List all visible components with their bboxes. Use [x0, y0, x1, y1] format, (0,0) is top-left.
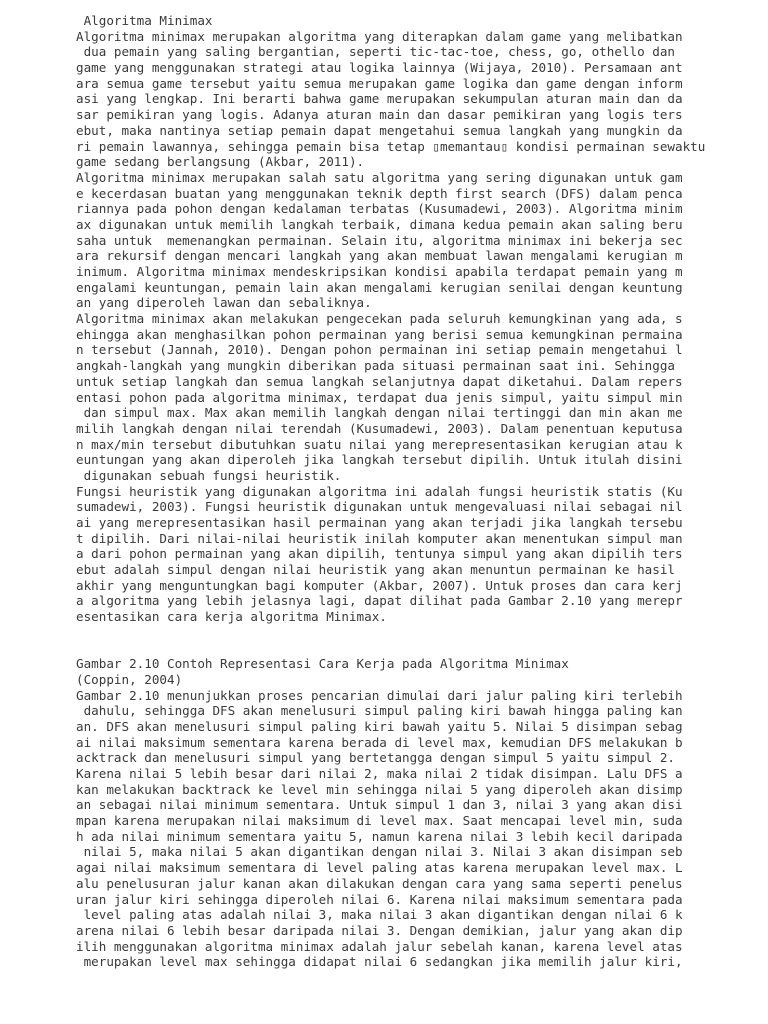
text-line: asi yang lengkap. Ini berarti bahwa game merupakan sekumpulan aturan main dan da — [76, 91, 683, 107]
text-line: inimum. Algoritma minimax mendeskripsikan kondisi apabila terdapat pemain yang m — [76, 264, 683, 279]
text-line: an sebagai nilai minimum sementara. Untuk simpul 1 dan 3, nilai 3 yang akan disi — [76, 797, 683, 813]
text-line: ebut adalah simpul dengan nilai heuristik yang akan menuntun permainan ke hasil — [76, 562, 675, 578]
text-line: uran jalur kiri sehingga diperoleh nilai 6. Karena nilai maksimum sementara pada — [76, 891, 683, 907]
text-line: agai nilai maksimum sementara di level paling atas karena merupakan level max. L — [76, 860, 683, 876]
text-line: digunakan sebuah fungsi heuristik. — [76, 467, 342, 483]
text-line: ehingga akan menghasilkan pohon permainan yang berisi semua kemungkinan permaina — [76, 326, 683, 342]
text-line: akhir yang menguntungkan bagi komputer (Akbar, 2007). Untuk proses dan cara kerj — [76, 577, 683, 593]
text-line: Gambar 2.10 menunjukkan proses pencarian dimulai dari jalur paling kiri terlebih — [76, 687, 683, 703]
text-line: sumadewi, 2003). Fungsi heuristik digunakan untuk mengevaluasi nilai sebagai nil — [76, 499, 683, 515]
text-line: an. DFS akan menelusuri simpul paling kiri bawah yaitu 5. Nilai 5 disimpan sebag — [76, 718, 683, 734]
text-line: ilih menggunakan algoritma minimax adalah jalur sebelah kanan, karena level atas — [76, 938, 683, 954]
text-line: t dipilih. Dari nilai-nilai heuristik inilah komputer akan menentukan simpul man — [76, 530, 683, 546]
text-line: kan melakukan backtrack ke level min sehingga nilai 5 yang diperoleh akan disimp — [76, 781, 683, 797]
text-line: dan simpul max. Max akan memilih langkah dengan nilai tertinggi dan min akan me — [76, 405, 683, 421]
text-line: Algoritma minimax akan melakukan pengecekan pada seluruh kemungkinan yang ada, s — [76, 311, 683, 327]
text-line: (Coppin, 2004) — [76, 671, 183, 687]
text-line: Algoritma Minimax — [76, 13, 213, 28]
text-line — [76, 641, 766, 657]
text-line: mpan karena merupakan nilai maksimum di level max. Saat mencapai level min, suda — [76, 813, 683, 829]
text-line: alu penelusuran jalur kanan akan dilakukan dengan cara yang sama seperti penelus — [76, 875, 683, 891]
text-line: milih langkah dengan nilai terendah (Kusumadewi, 2003). Dalam penentuan keputusa — [76, 420, 683, 436]
text-line: Fungsi heuristik yang digunakan algoritma ini adalah fungsi heuristik statis (Ku — [76, 483, 683, 499]
text-line: Algoritma minimax merupakan salah satu algoritma yang sering digunakan untuk gam — [76, 169, 683, 185]
text-line: riannya pada pohon dengan kedalaman terbatas (Kusumadewi, 2003). Algoritma minim — [76, 201, 683, 217]
text-line: a algoritma yang lebih jelasnya lagi, dapat dilihat pada Gambar 2.10 yang merepr — [76, 593, 683, 609]
document-body — [76, 13, 766, 970]
text-line: euntungan yang akan diperoleh jika langkah tersebut dipilih. Untuk itulah disini — [76, 452, 683, 468]
text-line: saha untuk memenangkan permainan. Selain itu, algoritma minimax ini bekerja sec — [76, 232, 683, 248]
text-line: merupakan level max sehingga didapat nilai 6 sedangkan jika memilih jalur kiri, — [76, 954, 683, 970]
text-line: ri pemain lawannya, sehingga pemain bisa tetap ▯memantau▯ kondisi permainan sewaktu — [76, 138, 706, 154]
text-line: Karena nilai 5 lebih besar dari nilai 2, maka nilai 2 tidak disimpan. Lalu DFS a — [76, 766, 683, 781]
text-line: esentasikan cara kerja algoritma Minimax. — [76, 609, 387, 625]
text-line: game sedang berlangsung (Akbar, 2011). — [76, 154, 365, 170]
text-line: ebut, maka nantinya setiap pemain dapat mengetahui semua langkah yang mungkin da — [76, 122, 683, 138]
text-line: ai yang merepresentasikan hasil permainan yang akan terjadi jika langkah tersebu — [76, 515, 683, 530]
text-line: Algoritma minimax merupakan algoritma yang diterapkan dalam game yang melibatkan — [76, 28, 683, 44]
text-line: ara semua game tersebut yaitu semua merupakan game logika dan game dengan inform — [76, 75, 683, 91]
text-line: nilai 5, maka nilai 5 akan digantikan dengan nilai 3. Nilai 3 akan disimpan seb — [76, 844, 683, 860]
text-line: untuk setiap langkah dan semua langkah selanjutnya dapat diketahui. Dalam repers — [76, 373, 683, 389]
text-line: n max/min tersebut dibutuhkan suatu nilai yang merepresentasikan kerugian atau k — [76, 436, 683, 452]
text-line: angkah-langkah yang mungkin diberikan pada situasi permainan saat ini. Sehingga — [76, 358, 675, 374]
text-line: acktrack dan menelusuri simpul yang bertetangga dengan simpul 5 yaitu simpul 2. — [76, 750, 675, 766]
text-line: ai nilai maksimum sementara karena berada di level max, kemudian DFS melakukan b — [76, 734, 683, 750]
text-line: sar pemikiran yang logis. Adanya aturan main dan dasar pemikiran yang logis ters — [76, 107, 683, 123]
text-line: dua pemain yang saling bergantian, seperti tic-tac-toe, chess, go, othello dan — [76, 44, 675, 60]
text-line: n tersebut (Jannah, 2010). Dengan pohon permainan ini setiap pemain mengetahui l — [76, 342, 683, 358]
text-line: engalami keuntungan, pemain lain akan mengalami kerugian senilai dengan keuntung — [76, 279, 683, 295]
text-line: h ada nilai minimum sementara yaitu 5, namun karena nilai 3 lebih kecil daripada — [76, 828, 683, 844]
text-line: Gambar 2.10 Contoh Representasi Cara Kerja pada Algoritma Minimax — [76, 656, 569, 672]
text-line: a dari pohon permainan yang akan dipilih, tentunya simpul yang akan dipilih ters — [76, 546, 683, 562]
text-line: arena nilai 6 lebih besar daripada nilai 3. Dengan demikian, jalur yang akan dip — [76, 922, 683, 938]
text-line: ax digunakan untuk memilih langkah terbaik, dimana kedua pemain akan saling beru — [76, 216, 683, 232]
text-line: entasi pohon pada algoritma minimax, terdapat dua jenis simpul, yaitu simpul min — [76, 389, 683, 405]
text-line — [76, 625, 766, 641]
text-line: e kecerdasan buatan yang menggunakan teknik depth first search (DFS) dalam penca — [76, 185, 683, 201]
text-line: game yang menggunakan strategi atau logika lainnya (Wijaya, 2010). Persamaan ant — [76, 60, 683, 76]
text-line: level paling atas adalah nilai 3, maka nilai 3 akan digantikan dengan nilai 6 k — [76, 907, 683, 923]
text-line: an yang diperoleh lawan dan sebaliknya. — [76, 295, 372, 311]
text-line: dahulu, sehingga DFS akan menelusuri simpul paling kiri bawah hingga paling kan — [76, 703, 683, 719]
text-line: ara rekursif dengan mencari langkah yang akan membuat lawan mengalami kerugian m — [76, 248, 683, 264]
